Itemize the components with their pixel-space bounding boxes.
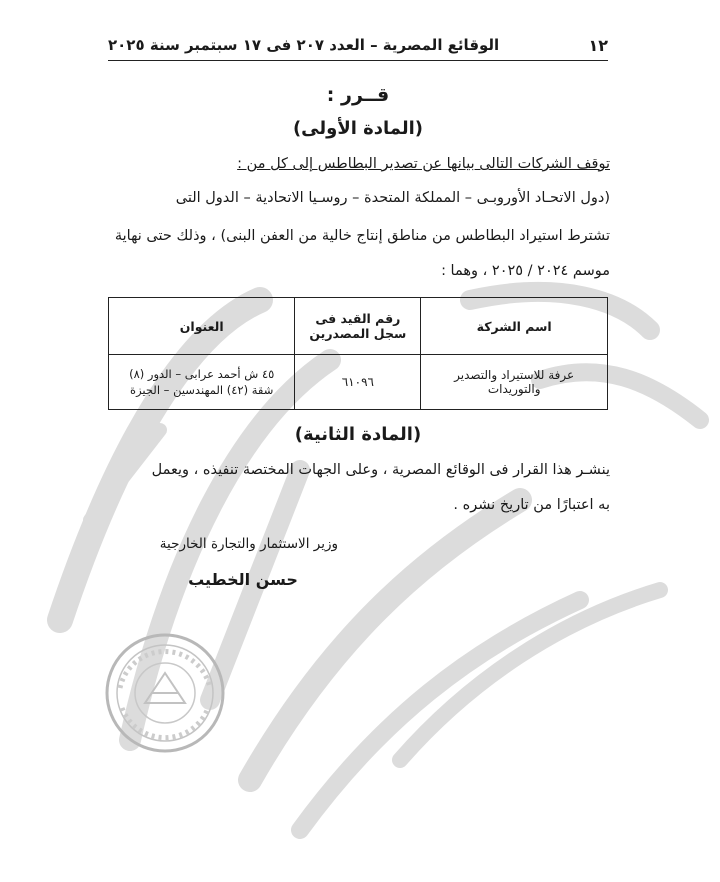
header-address: العنوان: [109, 298, 295, 355]
address-line-2: شقة (٤٢) المهندسين – الجيزة: [130, 383, 274, 397]
page-header: [108, 30, 608, 61]
table-header-row: [109, 298, 608, 355]
cell-registry-number: ٦١٠٩٦: [295, 355, 421, 410]
official-seal-stamp: [100, 628, 230, 758]
article-one-title: (المادة الأولى): [292, 118, 424, 139]
page-number: ١٢: [588, 35, 608, 55]
article-two-line-2: به اعتبارًا من تاريخ نشره .: [453, 497, 610, 513]
header-company-name: اسم الشركة: [421, 298, 608, 355]
table-row: [109, 355, 608, 410]
article-one-line-1: توقف الشركات التالى بيانها عن تصدير البطاطس إلى كل من :: [237, 156, 610, 172]
running-title: الوقائع المصرية – العدد ٢٠٧ فى ١٧ سبتمبر سنة ٢٠٢٥: [108, 36, 500, 54]
cell-address: [109, 355, 295, 410]
signatory-name: حسن الخطيب: [188, 570, 298, 589]
article-one-line-3: تشترط استيراد البطاطس من مناطق إنتاج خالية من العفن البنى) ، وذلك حتى نهاية: [114, 228, 610, 244]
article-one-line-2: (دول الاتحـاد الأوروبـى – المملكة المتحدة – روسـيا الاتحادية – الدول التى: [175, 190, 610, 206]
address-line-1: ٤٥ ش أحمد عرابى – الدور (٨): [129, 367, 275, 381]
article-two-line-1: ينشـر هذا القرار فى الوقائع المصرية ، وعلى الجهات المختصة تنفيذه ، ويعمل: [151, 462, 610, 478]
signatory-position: وزير الاستثمار والتجارة الخارجية: [159, 536, 338, 552]
cell-company-name: عرفة للاستيراد والتصدير والتوريدات: [421, 355, 608, 410]
decision-heading: قــرر :: [326, 84, 390, 106]
header-registry-number: رقم القيد فى سجل المصدرين: [295, 298, 421, 355]
companies-table: [108, 297, 608, 410]
article-one-line-4: موسم ٢٠٢٤ / ٢٠٢٥ ، وهما :: [441, 263, 610, 279]
article-two-title: (المادة الثانية): [294, 424, 422, 445]
